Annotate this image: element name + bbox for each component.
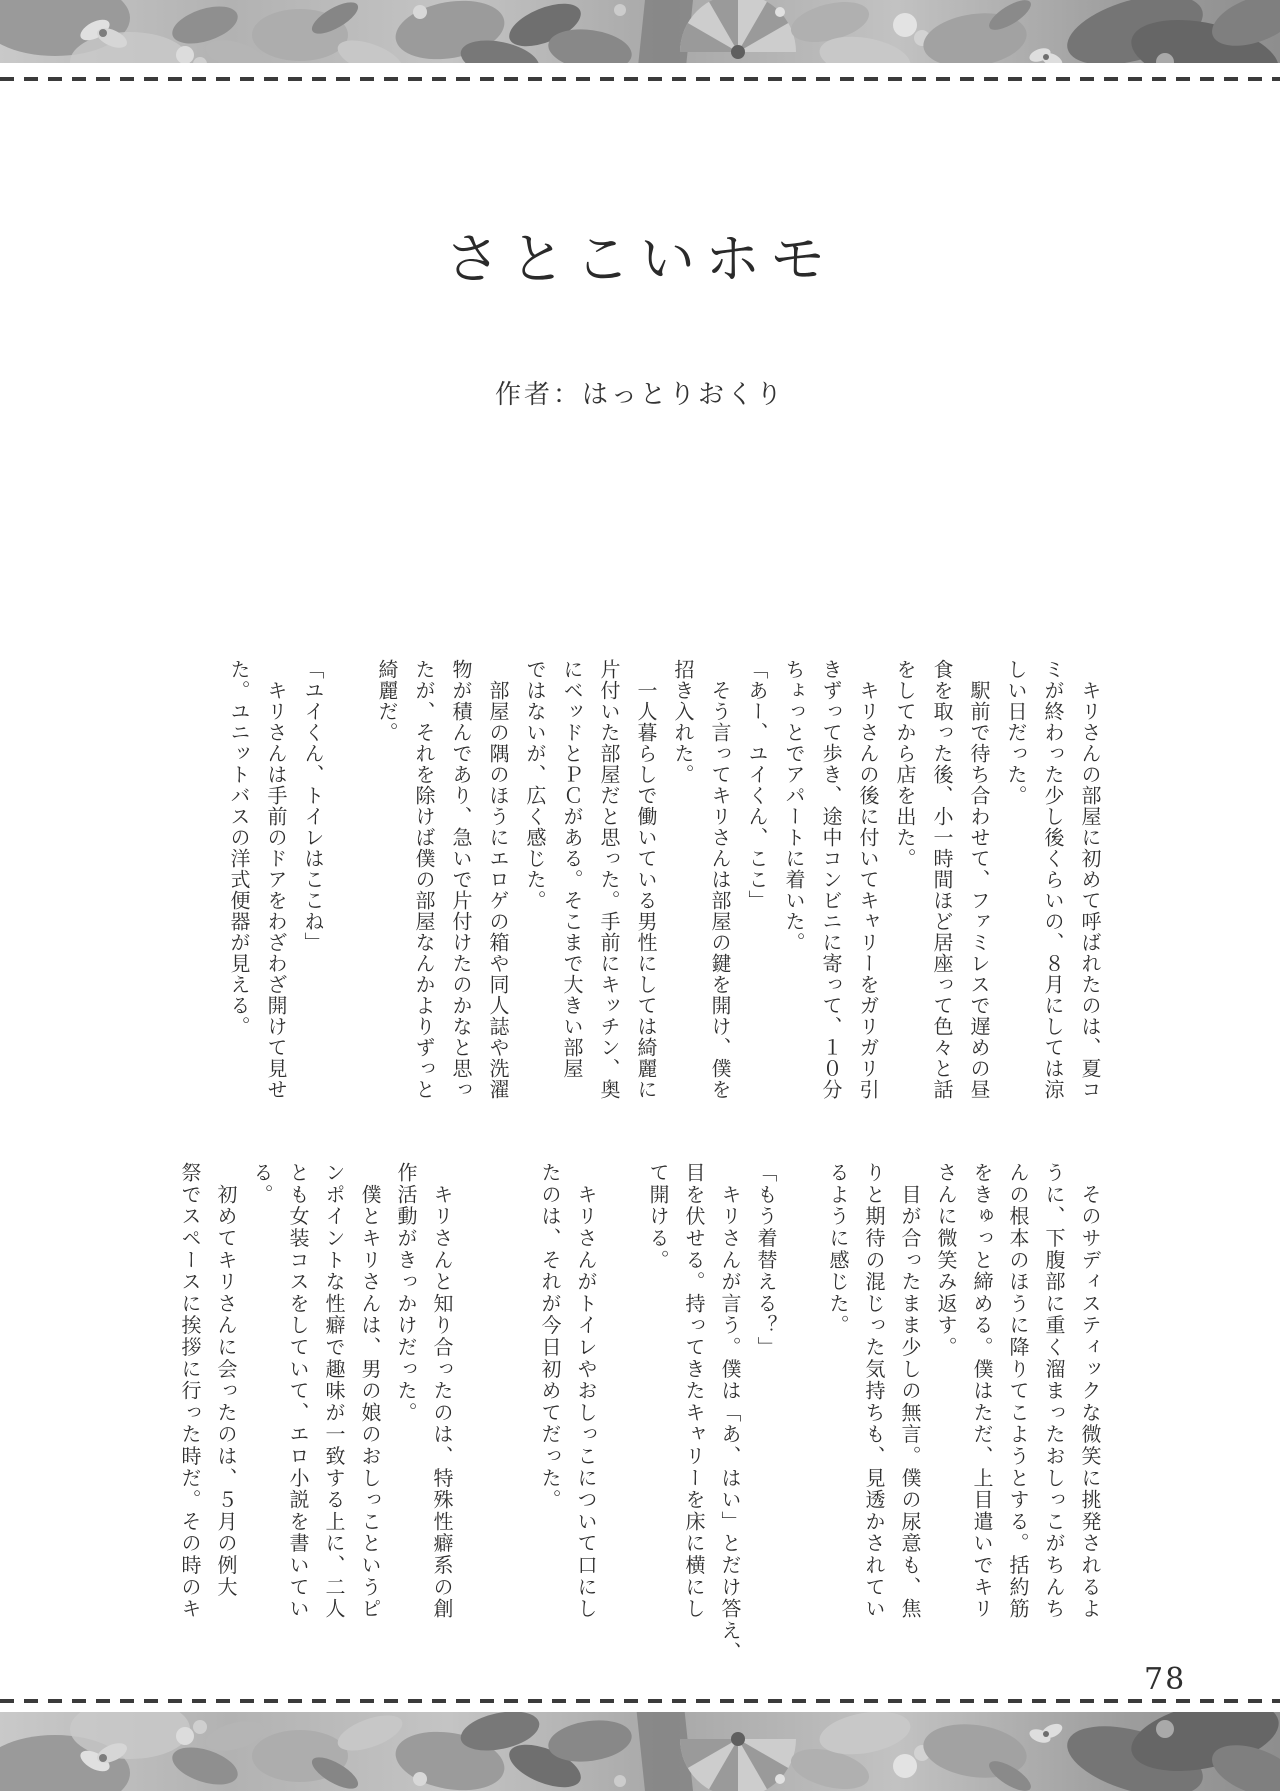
story-column: 作活動がきっかけだった。 (394, 1162, 418, 1424)
story-column: たのは、それが今日初めてだった。 (538, 1162, 562, 1511)
story-column: 僕とキリさんは、男の娘のおしっこというピ (358, 1162, 382, 1620)
story-column: をきゅっと締める。僕はただ、上目遣いでキリ (970, 1162, 994, 1620)
story-column: キリさんは手前のドアをわざわざ開けて見せ (264, 659, 288, 1100)
story-column: キリさんの後に付いてキャリーをガリガリ引 (856, 659, 880, 1100)
floral-collage-art (0, 0, 1280, 63)
story-column: さんに微笑み返す。 (934, 1162, 958, 1359)
story-column: 「もう着替える？」 (754, 1162, 778, 1359)
story-column: ちょっとでアパートに着いた。 (782, 659, 806, 953)
story-column: 部屋の隅のほうにエロゲの箱や同人誌や洗濯 (486, 659, 510, 1100)
story-column: ミが終わった少し後くらいの、８月にしては涼 (1041, 659, 1065, 1100)
story-column: キリさんと知り合ったのは、特殊性癖系の創 (430, 1162, 454, 1620)
story-column: 「あー、ユイくん、ここ」 (745, 659, 769, 911)
story-column: りと期待の混じった気持ちも、見透かされてい (862, 1162, 886, 1620)
story-column: にベッドとＰＣがある。そこまで大きい部屋 (560, 659, 584, 1079)
story-band-lower (172, 1162, 1108, 1663)
story-column: しい日だった。 (1004, 659, 1028, 806)
story-column: て開ける。 (646, 1162, 670, 1271)
story-column: ではないが、広く感じた。 (523, 659, 547, 911)
story-column: る。 (250, 1162, 274, 1206)
story-column: 目が合ったまま少しの無言。僕の尿意も、焦 (898, 1162, 922, 1620)
story-column: 「ユイくん、トイレはここね」 (301, 659, 325, 953)
story-column: ンポイントな性癖で趣味が一致する上に、二人 (322, 1162, 346, 1620)
story-title: さとこいホモ (444, 227, 835, 291)
story-column-blank (460, 1162, 496, 1663)
story-column: キリさんがトイレやおしっこについて口にし (574, 1162, 598, 1620)
story-column-blank (784, 1162, 820, 1663)
story-column: キリさんの部屋に初めて呼ばれたのは、夏コ (1078, 659, 1102, 1100)
story-column: 食を取った後、小一時間ほど居座って色々と話 (930, 659, 954, 1100)
story-column-blank (604, 1162, 640, 1663)
story-column: そのサディスティックな微笑に挑発されるよ (1078, 1162, 1102, 1620)
floral-collage-art (0, 1712, 1280, 1791)
story-band-upper (220, 659, 1108, 1100)
story-column: とも女装コスをしていて、エロ小説を書いてい (286, 1162, 310, 1620)
story-column: そう言ってキリさんは部屋の鍵を開け、僕を (708, 659, 732, 1100)
story-column: 駅前で待ち合わせて、ファミレスで遅めの昼 (967, 659, 991, 1100)
bottom-dashed-divider (0, 1699, 1280, 1703)
story-column: 片付いた部屋だと思った。手前にキッチン、奥 (597, 659, 621, 1100)
page-number: 78 (1144, 1662, 1187, 1697)
footer-ornament-band (0, 1712, 1280, 1791)
story-column: 初めてキリさんに会ったのは、５月の例大 (214, 1162, 238, 1598)
story-column: 綺麗だ。 (375, 659, 399, 743)
story-column-blank (496, 1162, 532, 1663)
story-column: たが、それを除けば僕の部屋なんかよりずっと (412, 659, 436, 1100)
header-ornament-band (0, 0, 1280, 63)
top-dashed-divider (0, 77, 1280, 81)
story-column: た。ユニットバスの洋式便器が見える。 (227, 659, 251, 1037)
story-column: キリさんが言う。僕は「あ、はい」とだけ答え、 (718, 1162, 742, 1664)
story-column: 一人暮らしで働いている男性にしては綺麗に (634, 659, 658, 1100)
story-column: をしてから店を出た。 (893, 659, 917, 869)
story-column: 目を伏せる。持ってきたキャリーを床に横にし (682, 1162, 706, 1620)
story-column: んの根本のほうに降りてこようとする。括約筋 (1006, 1162, 1030, 1620)
story-column: うに、下腹部に重く溜まったおしっこがちんち (1042, 1162, 1066, 1620)
story-column: 祭でスペースに挨拶に行った時だ。その時のキ (178, 1162, 202, 1620)
story-column-blank (331, 659, 368, 1100)
story-column: るように感じた。 (826, 1162, 850, 1337)
story-column: きずって歩き、途中コンビニに寄って、１０分 (819, 659, 843, 1100)
story-column: 物が積んであり、急いで片付けたのかなと思っ (449, 659, 473, 1100)
author-line: 作者：はっとりおくり (494, 380, 785, 410)
story-column: 招き入れた。 (671, 659, 695, 785)
